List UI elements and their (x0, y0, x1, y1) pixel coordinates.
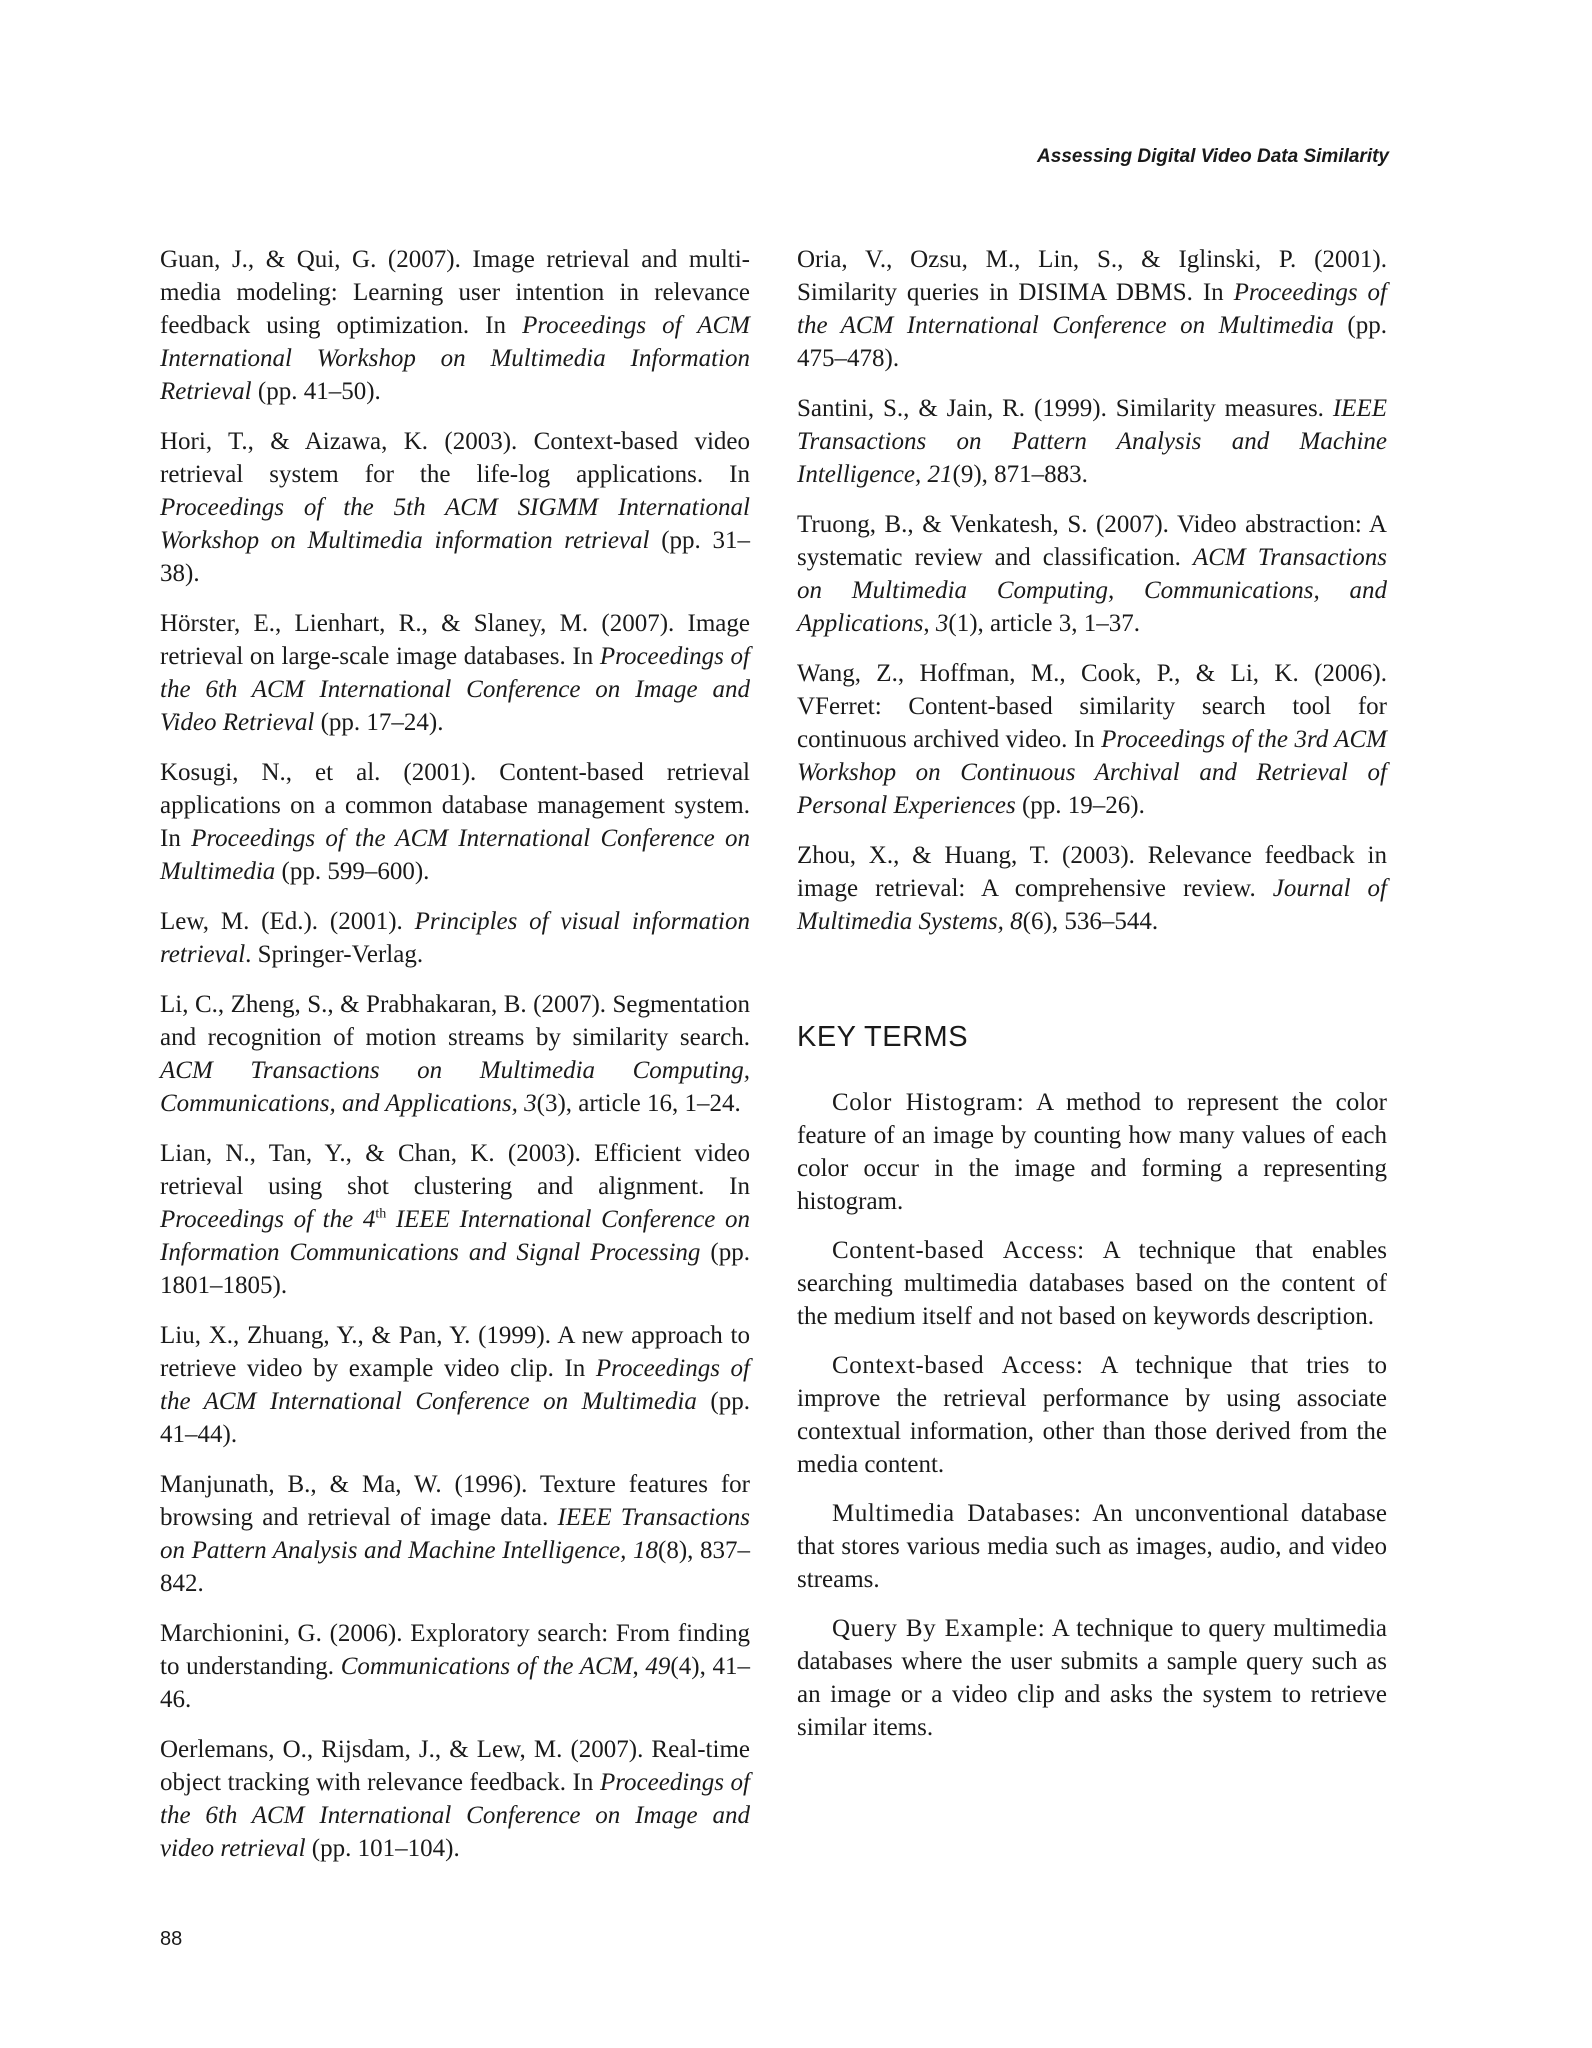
key-term-definition: A technique to query multimedia databases where the user submits a sample query such as an image or a video clip and asks the system to retrieve similar items. (797, 1615, 1387, 1741)
reference-entry: Oerlemans, O., Rijsdam, J., & Lew, M. (2007). Real-time object tracking with relevance feedback. In Proceedings of the 6th ACM International Conference on Image and video retrieval (pp. 101–104). (160, 1736, 750, 1862)
references-right-column (797, 243, 1387, 1760)
reference-entry: Hori, T., & Aizawa, K. (2003). Context-based video retrieval system for the life-log applications. In Proceedings of the 5th ACM SIGMM International Workshop on Multimedia information retrieval (pp. 31–38). (160, 428, 750, 587)
key-term-name: Content-based Access: (832, 1237, 1085, 1264)
reference-entry: Li, C., Zheng, S., & Prabhakaran, B. (2007). Segmentation and recognition of motion streams by similarity search. ACM Transactions on Multimedia Computing, Communications, and Applications, 3(3), article 16, 1–24. (160, 991, 750, 1117)
reference-entry: Liu, X., Zhuang, Y., & Pan, Y. (1999). A new approach to retrieve video by example video clip. In Proceedings of the ACM International Conference on Multimedia (pp. 41–44). (160, 1322, 750, 1448)
key-term-definition: A method to represent the color feature of an image by counting how many values of each color occur in the image and forming a representing histogram. (797, 1089, 1387, 1215)
key-term-entry (797, 1612, 1387, 1744)
key-term-name: Multimedia Databases: (832, 1500, 1082, 1527)
key-term-entry (797, 1497, 1387, 1596)
key-term-definition: A technique that tries to improve the retrieval performance by using associate contextual information, other than those derived from the media content. (797, 1352, 1387, 1478)
key-term-name: Color Histogram: (832, 1089, 1025, 1116)
reference-entry: Oria, V., Ozsu, M., Lin, S., & Iglinski, P. (2001). Similarity queries in DISIMA DBMS. In Proceedings of the ACM International Conference on Multimedia (pp. 475–478). (797, 246, 1387, 372)
page-number: 88 (160, 1928, 183, 1950)
references-left-column (160, 243, 750, 1882)
key-term-entry (797, 1086, 1387, 1218)
reference-entry: Guan, J., & Qui, G. (2007). Image retrieval and multi-media modeling: Learning user intention in relevance feedback using optimization. In Proceedings of ACM International Workshop on Multimedia Information Retrieval (pp. 41–50). (160, 246, 750, 405)
key-term-name: Context-based Access: (832, 1352, 1084, 1379)
key-terms-heading: KEY TERMS (797, 1021, 969, 1053)
reference-entry: Manjunath, B., & Ma, W. (1996). Texture features for browsing and retrieval of image data. IEEE Transactions on Pattern Analysis and Machine Intelligence, 18(8), 837–842. (160, 1471, 750, 1597)
reference-entry: Lian, N., Tan, Y., & Chan, K. (2003). Efficient video retrieval using shot clustering and alignment. In Proceedings of the 4th IEEE International Conference on Information Communications and Signal Processing (pp. 1801–1805). (160, 1140, 751, 1299)
reference-entry: Kosugi, N., et al. (2001). Content-based retrieval applications on a common database management system. In Proceedings of the ACM International Conference on Multimedia (pp. 599–600). (160, 759, 750, 885)
running-head: Assessing Digital Video Data Similarity (1037, 146, 1389, 167)
key-term-entry (797, 1234, 1387, 1333)
reference-entry: Lew, M. (Ed.). (2001). Principles of visual information retrieval. Springer-Verlag. (160, 908, 750, 968)
key-term-entry (797, 1349, 1387, 1481)
key-term-name: Query By Example: (832, 1615, 1046, 1642)
reference-entry: Zhou, X., & Huang, T. (2003). Relevance feedback in image retrieval: A comprehensive review. Journal of Multimedia Systems, 8(6), 536–544. (797, 842, 1388, 935)
reference-entry: Santini, S., & Jain, R. (1999). Similarity measures. IEEE Transactions on Pattern Analysis and Machine Intelligence, 21(9), 871–883. (797, 395, 1387, 488)
reference-entry: Marchionini, G. (2006). Exploratory search: From finding to understanding. Communications of the ACM, 49(4), 41–46. (160, 1620, 750, 1713)
key-term-definition: A technique that enables searching multimedia databases based on the content of the medium itself and not based on keywords description. (797, 1237, 1387, 1330)
reference-entry: Wang, Z., Hoffman, M., Cook, P., & Li, K. (2006). VFerret: Content-based similarity search tool for continuous archived video. In Proceedings of the 3rd ACM Workshop on Continuous Archival and Retrieval of Personal Experiences (pp. 19–26). (797, 660, 1387, 819)
reference-entry: Hörster, E., Lienhart, R., & Slaney, M. (2007). Image retrieval on large-scale image databases. In Proceedings of the 6th ACM International Conference on Image and Video Retrieval (pp. 17–24). (160, 610, 750, 736)
key-term-definition: An unconventional database that stores various media such as images, audio, and video streams. (797, 1500, 1387, 1593)
reference-entry: Truong, B., & Venkatesh, S. (2007). Video abstraction: A systematic review and classification. ACM Transactions on Multimedia Computing, Communications, and Applications, 3(1), article 3, 1–37. (797, 511, 1387, 637)
